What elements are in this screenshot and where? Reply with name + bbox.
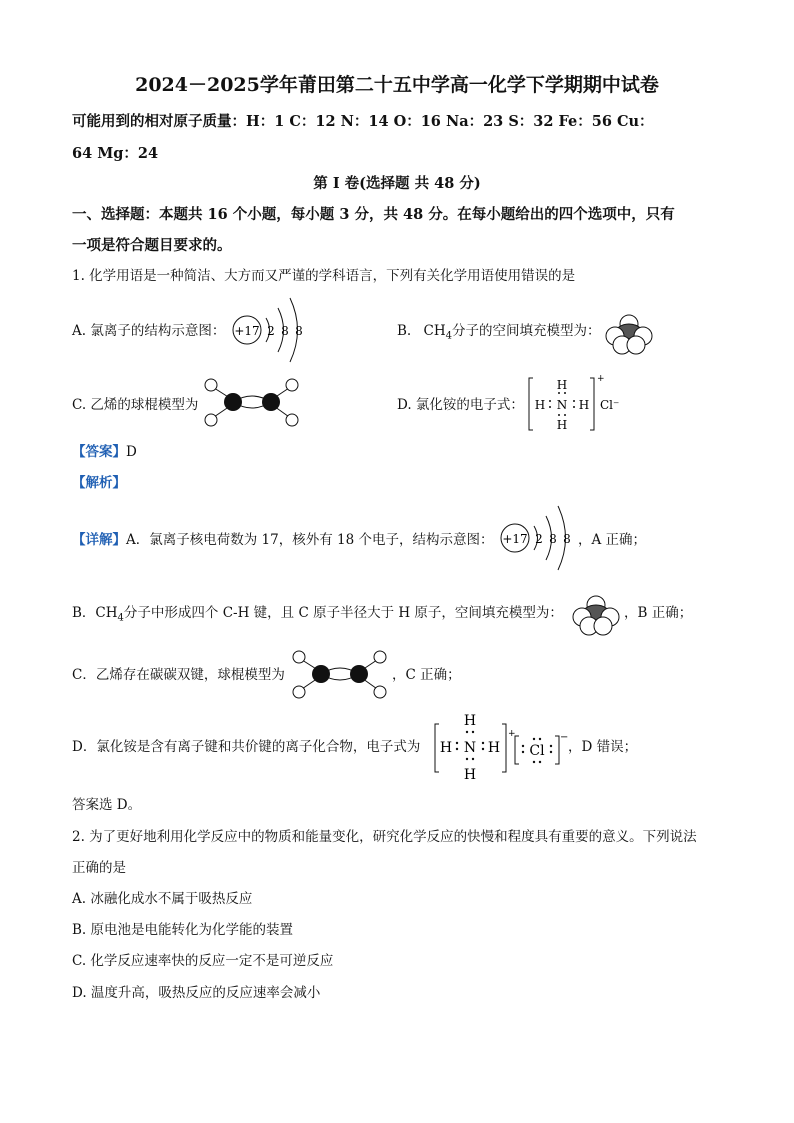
q1-stem: 1. 化学用语是一种简洁、大方而又严谨的学科语言，下列有关化学用语使用错误的是 [72, 268, 576, 284]
svg-text:H: H [487, 740, 501, 756]
analysis-tag: 【解析】 [72, 475, 126, 491]
svg-text:Cl: Cl [529, 743, 545, 759]
svg-text:+17: +17 [502, 532, 528, 546]
detail-a-end: ，A 正确； [578, 532, 647, 548]
ch4-formula-detail: $CH_4$ [95, 605, 124, 624]
svg-text:+: + [597, 374, 605, 384]
chloride-ion-structure-diagram [228, 294, 312, 366]
svg-text:H: H [578, 398, 590, 412]
instructions-line2: 一项是符合题目要求的。 [72, 237, 232, 254]
detail-b-line: B．$CH_4$分子中形成四个 C-H 键，且 C 原子半径大于 H 原子，空间填充模型为： [72, 605, 563, 624]
detail-tag: 【详解】 [72, 532, 126, 548]
atomic-masses-line1: 可能用到的相对原子质量：H：1 C：12 N：14 O：16 Na：23 S：32 Fe：56 Cu： [72, 113, 654, 130]
answer-line [72, 442, 137, 462]
ethylene-ball-stick-model-detail [290, 649, 390, 699]
svg-text:H: H [463, 767, 477, 783]
detail-c-end: ，C 正确； [392, 667, 461, 683]
option-b-label: B. [397, 323, 412, 339]
svg-text:N: N [463, 740, 477, 756]
nucleus-charge: +17 [234, 324, 260, 338]
q1-option-b [397, 321, 601, 347]
detail-b-end: ，B 正确； [624, 605, 693, 621]
ch4-space-filling-model-detail [570, 595, 622, 637]
q2-option-c: C. 化学反应速率快的反应一定不是可逆反应 [72, 953, 334, 969]
detail-d-end: ，D 错误； [568, 739, 638, 755]
shell-1-count: 2 [267, 324, 275, 338]
q2-option-a: A. 冰融化成水不属于吸热反应 [72, 891, 253, 907]
q2-stem-line2: 正确的是 [72, 860, 126, 876]
detail-a-text: A．氯离子核电荷数为 17，核外有 18 个电子，结构示意图： [126, 532, 494, 548]
svg-text:−: − [560, 732, 569, 743]
atomic-masses-line2: 64 Mg：24 [72, 145, 159, 162]
answer-value: D [126, 444, 137, 460]
instructions-line1: 一、选择题：本题共 16 个小题，每小题 3 分，共 48 分。在每小题给出的四个选项中，只有 [72, 206, 675, 223]
svg-text:8: 8 [563, 532, 571, 546]
shell-2-count: 8 [281, 324, 289, 338]
ch4-formula: $CH_4$ [423, 323, 452, 342]
ammonium-chloride-electron-formula-detail [430, 710, 570, 784]
ethylene-ball-stick-model [202, 377, 302, 427]
svg-text:+: + [508, 729, 516, 739]
chloride-ion-structure-diagram-detail [496, 502, 580, 574]
svg-text:H: H [439, 740, 453, 756]
svg-text:H: H [556, 378, 568, 392]
q1-option-a: A. 氯离子的结构示意图： [72, 323, 226, 339]
section-title: 第 I 卷(选择题 共 48 分) [313, 175, 481, 192]
svg-text:H: H [556, 418, 568, 432]
svg-text:2: 2 [535, 532, 543, 546]
q2-stem-line1: 2. 为了更好地利用化学反应中的物质和能量变化，研究化学反应的快慢和程度具有重要的意义。下列说法 [72, 829, 697, 845]
detail-c-text: C．乙烯存在碳碳双键，球棍模型为 [72, 667, 285, 683]
answer-tag: 【答案】 [72, 444, 126, 460]
ammonium-chloride-electron-formula-option [524, 372, 628, 434]
detail-d-text: D．氯化铵是含有离子键和共价键的离子化合物，电子式为 [72, 739, 421, 755]
svg-text:Cl⁻: Cl⁻ [600, 398, 620, 412]
page-title: 2024－2025学年莆田第二十五中学高一化学下学期期中试卷 [135, 74, 659, 96]
option-b-text: 分子的空间填充模型为： [452, 323, 601, 339]
q1-option-c: C. 乙烯的球棍模型为 [72, 397, 199, 413]
svg-text:N: N [556, 398, 568, 412]
shell-3-count: 8 [295, 324, 303, 338]
q2-option-b: B. 原电池是电能转化为化学能的装置 [72, 922, 294, 938]
svg-text:H: H [463, 713, 477, 729]
svg-text:8: 8 [549, 532, 557, 546]
ch4-space-filling-model [603, 314, 655, 356]
q1-conclusion: 答案选 D。 [72, 797, 142, 813]
svg-text:H: H [534, 398, 546, 412]
q2-option-d: D. 温度升高，吸热反应的反应速率会减小 [72, 985, 321, 1001]
detail-a-line [72, 530, 493, 550]
q1-option-d: D. 氯化铵的电子式： [397, 397, 524, 413]
